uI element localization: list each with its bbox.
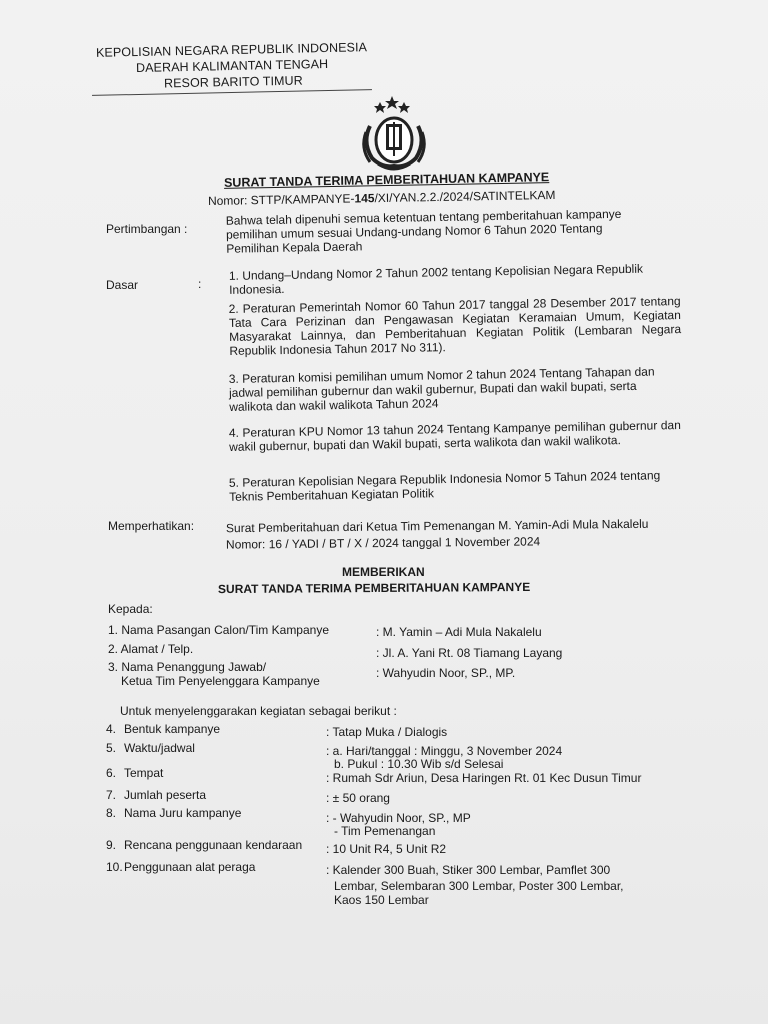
- untuk-intro: Untuk menyelenggarakan kegiatan sebagai berikut :: [120, 704, 397, 718]
- untuk-item-9-num: 9.: [106, 838, 117, 852]
- header-line-2: DAERAH KALIMANTAN TENGAH: [135, 56, 329, 76]
- untuk-item-8-value: : - Wahyudin Noor, SP., MP: [326, 811, 471, 825]
- kepada-item-3-label: 3. Nama Penanggung Jawab/: [108, 660, 267, 674]
- document-title: SURAT TANDA TERIMA PEMBERITAHUAN KAMPANYE: [223, 170, 550, 190]
- pertimbangan-label: Pertimbangan :: [106, 222, 188, 236]
- untuk-item-7-label: Jumlah peserta: [124, 788, 207, 802]
- untuk-item-10-value-3: Kaos 150 Lembar: [334, 893, 429, 907]
- dasar-item-1: 1. Undang–Undang Nomor 2 Tahun 2002 tentang Kepolisian Negara Republik Indonesia.: [228, 261, 644, 297]
- nomor-number: 145: [354, 191, 375, 206]
- kepada-item-2-value: : Jl. A. Yani Rt. 08 Tiamang Layang: [376, 646, 563, 660]
- untuk-item-6-label: Tempat: [124, 766, 164, 780]
- untuk-item-4-label: Bentuk kampanye: [124, 722, 221, 736]
- untuk-item-8-value-2: - Tim Pemenangan: [334, 824, 436, 838]
- kepada-item-2-label: 2. Alamat / Telp.: [108, 642, 194, 656]
- untuk-item-6-num: 6.: [106, 766, 117, 780]
- untuk-item-5-value: : a. Hari/tanggal : Minggu, 3 November 2024: [326, 744, 563, 758]
- memperhatikan-line-1: Surat Pemberitahuan dari Ketua Tim Pemenangan M. Yamin-Adi Mula Nakalelu: [225, 516, 649, 536]
- dasar-item-3: 3. Peraturan komisi pemilihan umum Nomor 2 tahun 2024 Tentang Tahapan dan jadwal pemilihan gubernur dan wakil gubernur, Bupati dan wakil bupati, serta walikota dan wakil walikota Tahun 2024: [228, 364, 655, 414]
- untuk-item-10-value-2: Lembar, Selembaran 300 Lembar, Poster 300 Lembar,: [334, 879, 624, 893]
- nomor-label: Nomor:: [207, 193, 251, 209]
- dasar-item-2: 2. Peraturan Pemerintah Nomor 60 Tahun 2017 tanggal 28 Desember 2017 tentang Tata Cara Perizinan dan Pengawasan Kegiatan Keramaian Umum, Kegiatan Masyarakat Lainnya, dan Pemberitahuan Kegiatan Politik (Lembaran Negara Republik Indonesia Tahun 2017 No 311).: [228, 294, 682, 358]
- nomor-prefix: STTP/KAMPANYE-: [250, 191, 355, 208]
- kepada-item-1-label: 1. Nama Pasangan Calon/Tim Kampanye: [108, 623, 330, 637]
- untuk-item-9-label: Rencana penggunaan kendaraan: [124, 838, 303, 852]
- police-emblem-icon: [348, 92, 440, 184]
- document-number: [208, 188, 556, 208]
- untuk-item-5-num: 5.: [106, 741, 117, 755]
- untuk-item-7-value: : ± 50 orang: [326, 791, 390, 805]
- header-underline: [92, 89, 372, 96]
- untuk-item-4-value: : Tatap Muka / Dialogis: [326, 725, 448, 739]
- kepada-label: Kepada:: [108, 602, 153, 616]
- untuk-item-8-num: 8.: [106, 806, 117, 820]
- header-line-1: KEPOLISIAN NEGARA REPUBLIK INDONESIA: [95, 40, 368, 60]
- untuk-item-7-num: 7.: [106, 788, 117, 802]
- untuk-item-5-value-2: b. Pukul : 10.30 Wib s/d Selesai: [334, 757, 504, 771]
- untuk-item-6-value: : Rumah Sdr Ariun, Desa Haringen Rt. 01 Kec Dusun Timur: [326, 771, 642, 785]
- memberikan-subheading: SURAT TANDA TERIMA PEMBERITAHUAN KAMPANYE: [217, 579, 531, 597]
- dasar-colon: :: [198, 277, 202, 291]
- untuk-item-10-value: : Kalender 300 Buah, Stiker 300 Lembar, Pamflet 300: [326, 863, 611, 877]
- memberikan-heading: MEMBERIKAN: [342, 565, 425, 579]
- header-line-3: RESOR BARITO TIMUR: [163, 73, 303, 91]
- memperhatikan-line-2: Nomor: 16 / YADI / BT / X / 2024 tanggal 1 November 2024: [225, 534, 541, 552]
- untuk-item-8-label: Nama Juru kampanye: [124, 806, 242, 820]
- kepada-item-1-value: : M. Yamin – Adi Mula Nakalelu: [376, 625, 542, 639]
- pertimbangan-text: Bahwa telah dipenuhi semua ketentuan tentang pemberitahuan kampanye pemilihan umum sesuai Undang-undang Nomor 6 Tahun 2020 Tentang Pemilihan Kepala Daerah: [225, 206, 622, 256]
- nomor-suffix: /XI/YAN.2.2./2024/SATINTELKAM: [374, 187, 556, 206]
- kepada-item-3-value: : Wahyudin Noor, SP., MP.: [376, 666, 516, 680]
- kepada-item-3-label-2: Ketua Tim Penyelenggara Kampanye: [121, 674, 320, 688]
- untuk-item-5-label: Waktu/jadwal: [124, 741, 195, 755]
- untuk-item-10-label: Penggunaan alat peraga: [124, 860, 256, 874]
- untuk-item-10-num: 10.: [106, 860, 123, 874]
- memperhatikan-label: Memperhatikan:: [108, 519, 195, 533]
- untuk-item-9-value: : 10 Unit R4, 5 Unit R2: [326, 842, 447, 856]
- dasar-item-5: 5. Peraturan Kepolisian Negara Republik Indonesia Nomor 5 Tahun 2024 tentang Teknis Pemberitahuan Kegiatan Politik: [228, 468, 661, 504]
- untuk-item-4-num: 4.: [106, 722, 117, 736]
- dasar-item-4: 4. Peraturan KPU Nomor 13 tahun 2024 Tentang Kampanye pemilihan gubernur dan wakil gubernur, bupati dan Wakil bupati, serta walikota dan wakil walikota.: [228, 418, 681, 454]
- dasar-label: Dasar: [106, 278, 139, 292]
